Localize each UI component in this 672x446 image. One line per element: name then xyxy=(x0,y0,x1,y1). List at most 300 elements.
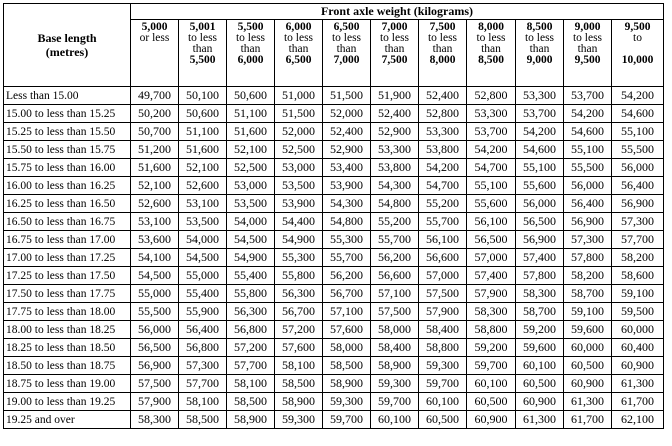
table-cell: 53,900 xyxy=(323,177,371,195)
table-cell: 57,500 xyxy=(131,375,179,393)
table-cell: 55,900 xyxy=(179,303,227,321)
column-header-line: than xyxy=(577,43,598,55)
base-length-header xyxy=(4,4,131,87)
table-cell: 56,900 xyxy=(612,195,664,213)
row-label: 15.25 to less than 15.50 xyxy=(4,123,131,141)
base-length-header-line1: Base length xyxy=(37,31,97,45)
column-header-line: to xyxy=(633,32,642,44)
table-cell: 60,900 xyxy=(612,357,664,375)
column-header-line: to less xyxy=(187,32,218,44)
table-cell: 57,700 xyxy=(227,357,275,375)
table-cell: 54,400 xyxy=(275,213,323,231)
table-cell: 56,800 xyxy=(179,339,227,357)
table-cell: 58,900 xyxy=(371,357,419,375)
table-cell: 57,600 xyxy=(275,339,323,357)
row-label: 17.75 to less than 18.00 xyxy=(4,303,131,321)
table-row xyxy=(4,231,664,249)
table-cell: 58,200 xyxy=(564,267,612,285)
table-row xyxy=(4,105,664,123)
table-row xyxy=(4,195,664,213)
table-cell: 57,300 xyxy=(179,357,227,375)
column-header xyxy=(323,20,371,87)
table-cell: 58,100 xyxy=(179,393,227,411)
table-cell: 54,900 xyxy=(275,231,323,249)
column-header-line: to less xyxy=(427,32,458,44)
table-cell: 58,500 xyxy=(323,357,371,375)
table-cell: 52,900 xyxy=(323,141,371,159)
table-cell: 57,700 xyxy=(179,375,227,393)
table-row xyxy=(4,87,664,105)
table-row xyxy=(4,339,664,357)
column-header xyxy=(275,20,323,87)
table-cell: 54,700 xyxy=(419,177,467,195)
table-cell: 54,200 xyxy=(516,123,564,141)
table-row xyxy=(4,303,664,321)
table-cell: 62,100 xyxy=(612,411,664,429)
table-cell: 54,200 xyxy=(467,141,516,159)
column-header-bottom: 7,000 xyxy=(333,54,360,66)
table-cell: 53,700 xyxy=(516,105,564,123)
table-cell: 57,000 xyxy=(467,249,516,267)
column-header-bottom: 10,000 xyxy=(621,54,654,66)
table-cell: 52,800 xyxy=(467,87,516,105)
table-cell: 51,100 xyxy=(227,105,275,123)
table-cell: 58,000 xyxy=(323,339,371,357)
table-cell: 50,200 xyxy=(131,105,179,123)
row-label: 15.00 to less than 15.25 xyxy=(4,105,131,123)
row-label: 19.25 and over xyxy=(4,411,131,429)
table-cell: 52,400 xyxy=(323,123,371,141)
table-cell: 52,500 xyxy=(227,159,275,177)
row-label: Less than 15.00 xyxy=(4,87,131,105)
table-cell: 57,200 xyxy=(227,339,275,357)
table-cell: 56,500 xyxy=(131,339,179,357)
table-cell: 58,000 xyxy=(371,321,419,339)
table-cell: 54,000 xyxy=(179,231,227,249)
table-cell: 57,900 xyxy=(419,303,467,321)
table-cell: 53,400 xyxy=(323,159,371,177)
column-header-bottom: 8,500 xyxy=(478,54,504,66)
table-cell: 56,200 xyxy=(323,267,371,285)
table-cell: 54,200 xyxy=(564,105,612,123)
table-cell: 55,100 xyxy=(564,141,612,159)
table-cell: 60,500 xyxy=(419,411,467,429)
column-header-line: or less xyxy=(139,32,170,44)
table-cell: 54,700 xyxy=(467,159,516,177)
table-cell: 52,100 xyxy=(179,159,227,177)
table-cell: 56,300 xyxy=(275,285,323,303)
row-label: 15.50 to less than 15.75 xyxy=(4,141,131,159)
table-cell: 55,600 xyxy=(467,195,516,213)
table-cell: 60,900 xyxy=(564,375,612,393)
table-row xyxy=(4,213,664,231)
column-header-top: 5,001 xyxy=(189,21,216,33)
table-row xyxy=(4,321,664,339)
table-cell: 58,900 xyxy=(323,375,371,393)
table-cell: 55,100 xyxy=(467,177,516,195)
table-cell: 59,300 xyxy=(371,375,419,393)
table-cell: 60,500 xyxy=(564,357,612,375)
table-cell: 53,500 xyxy=(275,177,323,195)
table-cell: 51,200 xyxy=(131,141,179,159)
table-cell: 57,700 xyxy=(612,231,664,249)
table-cell: 53,300 xyxy=(371,141,419,159)
row-label: 17.00 to less than 17.25 xyxy=(4,249,131,267)
table-cell: 56,400 xyxy=(179,321,227,339)
table-cell: 57,900 xyxy=(467,285,516,303)
table-cell: 52,000 xyxy=(323,105,371,123)
column-header-line: than xyxy=(288,43,309,55)
table-cell: 54,300 xyxy=(323,195,371,213)
row-label: 16.00 to less than 16.25 xyxy=(4,177,131,195)
row-label: 18.25 to less than 18.50 xyxy=(4,339,131,357)
table-cell: 56,500 xyxy=(467,231,516,249)
table-cell: 58,900 xyxy=(275,393,323,411)
table-cell: 60,500 xyxy=(516,375,564,393)
row-label: 17.25 to less than 17.50 xyxy=(4,267,131,285)
table-cell: 54,500 xyxy=(131,267,179,285)
table-cell: 55,700 xyxy=(371,231,419,249)
column-header xyxy=(516,20,564,87)
table-cell: 56,200 xyxy=(371,249,419,267)
table-cell: 53,000 xyxy=(227,177,275,195)
table-cell: 56,900 xyxy=(516,231,564,249)
column-header xyxy=(564,20,612,87)
table-cell: 50,600 xyxy=(227,87,275,105)
table-cell: 56,300 xyxy=(227,303,275,321)
table-cell: 54,600 xyxy=(612,105,664,123)
table-cell: 59,200 xyxy=(467,339,516,357)
column-header-top: 6,000 xyxy=(285,21,312,33)
table-cell: 51,500 xyxy=(323,87,371,105)
table-row xyxy=(4,285,664,303)
table-cell: 60,500 xyxy=(467,393,516,411)
column-header-bottom: 7,500 xyxy=(381,54,408,66)
table-cell: 53,800 xyxy=(371,159,419,177)
row-label: 18.00 to less than 18.25 xyxy=(4,321,131,339)
column-header-top: 9,500 xyxy=(624,21,651,33)
column-header-bottom: 6,000 xyxy=(237,54,264,66)
table-cell: 55,100 xyxy=(612,123,664,141)
table-cell: 56,100 xyxy=(419,231,467,249)
table-cell: 58,800 xyxy=(467,321,516,339)
table-cell: 55,500 xyxy=(131,303,179,321)
column-header-line: to less xyxy=(524,32,555,44)
table-cell: 61,300 xyxy=(564,393,612,411)
table-cell: 58,700 xyxy=(564,285,612,303)
table-cell: 51,600 xyxy=(179,141,227,159)
front-axle-weight-table xyxy=(3,3,664,429)
table-cell: 55,000 xyxy=(131,285,179,303)
row-label: 16.50 to less than 16.75 xyxy=(4,213,131,231)
table-row xyxy=(4,141,664,159)
table-cell: 59,600 xyxy=(516,339,564,357)
table-cell: 60,400 xyxy=(612,339,664,357)
table-cell: 61,300 xyxy=(612,375,664,393)
column-header-top: 8,500 xyxy=(526,21,553,33)
row-label: 16.25 to less than 16.50 xyxy=(4,195,131,213)
base-length-header-line2: (metres) xyxy=(45,45,89,59)
table-cell: 59,600 xyxy=(564,321,612,339)
table-cell: 54,300 xyxy=(371,177,419,195)
table-row xyxy=(4,267,664,285)
table-cell: 56,500 xyxy=(516,213,564,231)
table-cell: 58,700 xyxy=(516,303,564,321)
table-cell: 57,400 xyxy=(516,249,564,267)
table-cell: 61,700 xyxy=(564,411,612,429)
table-cell: 50,700 xyxy=(131,123,179,141)
row-label: 18.50 to less than 18.75 xyxy=(4,357,131,375)
table-row xyxy=(4,411,664,429)
table-cell: 54,500 xyxy=(179,249,227,267)
column-header-line: than xyxy=(529,43,550,55)
table-cell: 58,800 xyxy=(419,339,467,357)
table-cell: 53,300 xyxy=(419,123,467,141)
column-header-top: 9,000 xyxy=(574,21,601,33)
weight-table-container xyxy=(3,3,664,429)
table-cell: 57,500 xyxy=(419,285,467,303)
table-cell: 52,100 xyxy=(131,177,179,195)
table-cell: 52,900 xyxy=(371,123,419,141)
table-cell: 52,500 xyxy=(275,141,323,159)
table-cell: 57,300 xyxy=(612,213,664,231)
table-cell: 55,000 xyxy=(179,267,227,285)
table-cell: 51,600 xyxy=(227,123,275,141)
table-cell: 51,100 xyxy=(179,123,227,141)
table-cell: 56,900 xyxy=(564,213,612,231)
column-header-line: than xyxy=(432,43,453,55)
column-header-bottom: 8,000 xyxy=(429,54,456,66)
table-cell: 58,500 xyxy=(179,411,227,429)
table-cell: 59,700 xyxy=(467,357,516,375)
table-cell: 53,000 xyxy=(275,159,323,177)
table-cell: 57,100 xyxy=(371,285,419,303)
table-cell: 51,500 xyxy=(275,105,323,123)
column-header-line: to less xyxy=(331,32,362,44)
table-cell: 58,600 xyxy=(612,267,664,285)
table-cell: 54,100 xyxy=(131,249,179,267)
table-cell: 60,100 xyxy=(467,375,516,393)
table-row xyxy=(4,249,664,267)
table-cell: 52,000 xyxy=(275,123,323,141)
table-cell: 56,600 xyxy=(419,249,467,267)
table-cell: 54,000 xyxy=(227,213,275,231)
table-cell: 58,100 xyxy=(227,375,275,393)
table-cell: 55,500 xyxy=(564,159,612,177)
table-cell: 53,700 xyxy=(564,87,612,105)
table-cell: 60,000 xyxy=(612,321,664,339)
table-cell: 59,500 xyxy=(612,303,664,321)
table-cell: 58,300 xyxy=(516,285,564,303)
table-cell: 55,200 xyxy=(419,195,467,213)
table-cell: 57,800 xyxy=(516,267,564,285)
column-header xyxy=(467,20,516,87)
table-cell: 57,000 xyxy=(419,267,467,285)
table-cell: 60,900 xyxy=(467,411,516,429)
table-cell: 61,300 xyxy=(516,411,564,429)
column-header-line: than xyxy=(384,43,405,55)
table-cell: 55,700 xyxy=(419,213,467,231)
table-cell: 54,200 xyxy=(612,87,664,105)
table-cell: 55,100 xyxy=(516,159,564,177)
column-header-line: to less xyxy=(283,32,314,44)
table-cell: 49,700 xyxy=(131,87,179,105)
table-cell: 60,100 xyxy=(419,393,467,411)
table-cell: 52,600 xyxy=(179,177,227,195)
table-cell: 53,600 xyxy=(131,231,179,249)
table-cell: 56,800 xyxy=(227,321,275,339)
table-cell: 54,600 xyxy=(516,141,564,159)
row-label: 19.00 to less than 19.25 xyxy=(4,393,131,411)
table-cell: 61,700 xyxy=(612,393,664,411)
table-cell: 59,700 xyxy=(371,393,419,411)
column-header-line: to less xyxy=(476,32,506,44)
table-cell: 50,600 xyxy=(179,105,227,123)
column-header xyxy=(371,20,419,87)
table-cell: 55,400 xyxy=(179,285,227,303)
table-cell: 57,900 xyxy=(131,393,179,411)
table-cell: 53,500 xyxy=(227,195,275,213)
column-header xyxy=(179,20,227,87)
column-header-bottom: 9,000 xyxy=(526,54,553,66)
table-cell: 57,300 xyxy=(564,231,612,249)
table-cell: 53,300 xyxy=(467,105,516,123)
column-header-line: than xyxy=(336,43,357,55)
table-cell: 55,300 xyxy=(275,249,323,267)
table-cell: 52,100 xyxy=(227,141,275,159)
table-cell: 58,300 xyxy=(131,411,179,429)
table-cell: 59,300 xyxy=(275,411,323,429)
table-cell: 60,900 xyxy=(516,393,564,411)
table-cell: 58,100 xyxy=(275,357,323,375)
table-cell: 59,100 xyxy=(612,285,664,303)
table-cell: 53,500 xyxy=(179,213,227,231)
table-cell: 59,100 xyxy=(564,303,612,321)
column-header-line: than xyxy=(240,43,261,55)
table-cell: 56,900 xyxy=(131,357,179,375)
table-cell: 59,300 xyxy=(419,357,467,375)
table-cell: 52,400 xyxy=(371,105,419,123)
column-header-line: than xyxy=(481,43,501,55)
table-cell: 53,300 xyxy=(516,87,564,105)
table-cell: 56,700 xyxy=(275,303,323,321)
table-cell: 59,700 xyxy=(323,411,371,429)
table-cell: 53,800 xyxy=(419,141,467,159)
table-cell: 53,100 xyxy=(179,195,227,213)
table-cell: 56,000 xyxy=(564,177,612,195)
table-cell: 56,100 xyxy=(467,213,516,231)
table-cell: 53,700 xyxy=(467,123,516,141)
column-header-line: to less xyxy=(379,32,410,44)
table-cell: 55,200 xyxy=(371,213,419,231)
column-header-line: to less xyxy=(572,32,603,44)
column-header-line: to less xyxy=(235,32,266,44)
column-header-bottom: 5,500 xyxy=(189,54,216,66)
front-axle-weight-title: Front axle weight (kilograms) xyxy=(131,4,664,20)
column-header-bottom: 6,500 xyxy=(285,54,312,66)
row-label: 15.75 to less than 16.00 xyxy=(4,159,131,177)
table-cell: 56,400 xyxy=(612,177,664,195)
table-cell: 58,200 xyxy=(612,249,664,267)
table-cell: 57,400 xyxy=(467,267,516,285)
table-row xyxy=(4,375,664,393)
row-label: 17.50 to less than 17.75 xyxy=(4,285,131,303)
table-cell: 59,200 xyxy=(516,321,564,339)
column-header-bottom: 9,500 xyxy=(574,54,601,66)
table-cell: 55,700 xyxy=(323,249,371,267)
table-cell: 54,800 xyxy=(323,213,371,231)
row-label: 18.75 to less than 19.00 xyxy=(4,375,131,393)
row-label: 16.75 to less than 17.00 xyxy=(4,231,131,249)
table-cell: 55,300 xyxy=(323,231,371,249)
table-cell: 52,800 xyxy=(419,105,467,123)
table-cell: 54,200 xyxy=(419,159,467,177)
table-cell: 55,800 xyxy=(275,267,323,285)
table-cell: 56,700 xyxy=(323,285,371,303)
table-cell: 52,400 xyxy=(419,87,467,105)
table-cell: 55,600 xyxy=(516,177,564,195)
table-cell: 52,600 xyxy=(131,195,179,213)
table-cell: 55,400 xyxy=(227,267,275,285)
table-cell: 51,900 xyxy=(371,87,419,105)
table-cell: 57,500 xyxy=(371,303,419,321)
table-row xyxy=(4,357,664,375)
table-cell: 56,000 xyxy=(516,195,564,213)
column-header-top: 5,500 xyxy=(237,21,264,33)
table-cell: 56,000 xyxy=(612,159,664,177)
table-cell: 54,600 xyxy=(564,123,612,141)
column-header xyxy=(227,20,275,87)
table-cell: 54,800 xyxy=(371,195,419,213)
table-cell: 51,600 xyxy=(131,159,179,177)
column-header-line: than xyxy=(192,43,213,55)
table-cell: 56,600 xyxy=(371,267,419,285)
table-cell: 53,900 xyxy=(275,195,323,213)
table-cell: 50,100 xyxy=(179,87,227,105)
table-cell: 55,800 xyxy=(227,285,275,303)
table-cell: 58,400 xyxy=(419,321,467,339)
column-header-top: 8,000 xyxy=(478,21,504,33)
column-header-top: 6,500 xyxy=(333,21,360,33)
table-row xyxy=(4,393,664,411)
column-header-top: 5,000 xyxy=(141,21,168,33)
table-cell: 59,700 xyxy=(419,375,467,393)
table-body xyxy=(4,87,664,429)
table-cell: 56,400 xyxy=(564,195,612,213)
table-cell: 57,600 xyxy=(323,321,371,339)
column-header xyxy=(612,20,664,87)
column-header xyxy=(131,20,179,87)
table-cell: 57,200 xyxy=(275,321,323,339)
column-header-top: 7,500 xyxy=(429,21,456,33)
table-cell: 56,000 xyxy=(131,321,179,339)
table-cell: 58,400 xyxy=(371,339,419,357)
table-cell: 51,000 xyxy=(275,87,323,105)
table-cell: 55,500 xyxy=(612,141,664,159)
table-cell: 53,100 xyxy=(131,213,179,231)
table-cell: 54,900 xyxy=(227,249,275,267)
table-cell: 54,500 xyxy=(227,231,275,249)
table-cell: 58,300 xyxy=(467,303,516,321)
table-cell: 60,000 xyxy=(564,339,612,357)
table-row xyxy=(4,159,664,177)
table-cell: 58,900 xyxy=(227,411,275,429)
column-header-top: 7,000 xyxy=(381,21,408,33)
table-cell: 58,500 xyxy=(227,393,275,411)
table-cell: 60,100 xyxy=(371,411,419,429)
table-row xyxy=(4,177,664,195)
table-cell: 57,800 xyxy=(564,249,612,267)
